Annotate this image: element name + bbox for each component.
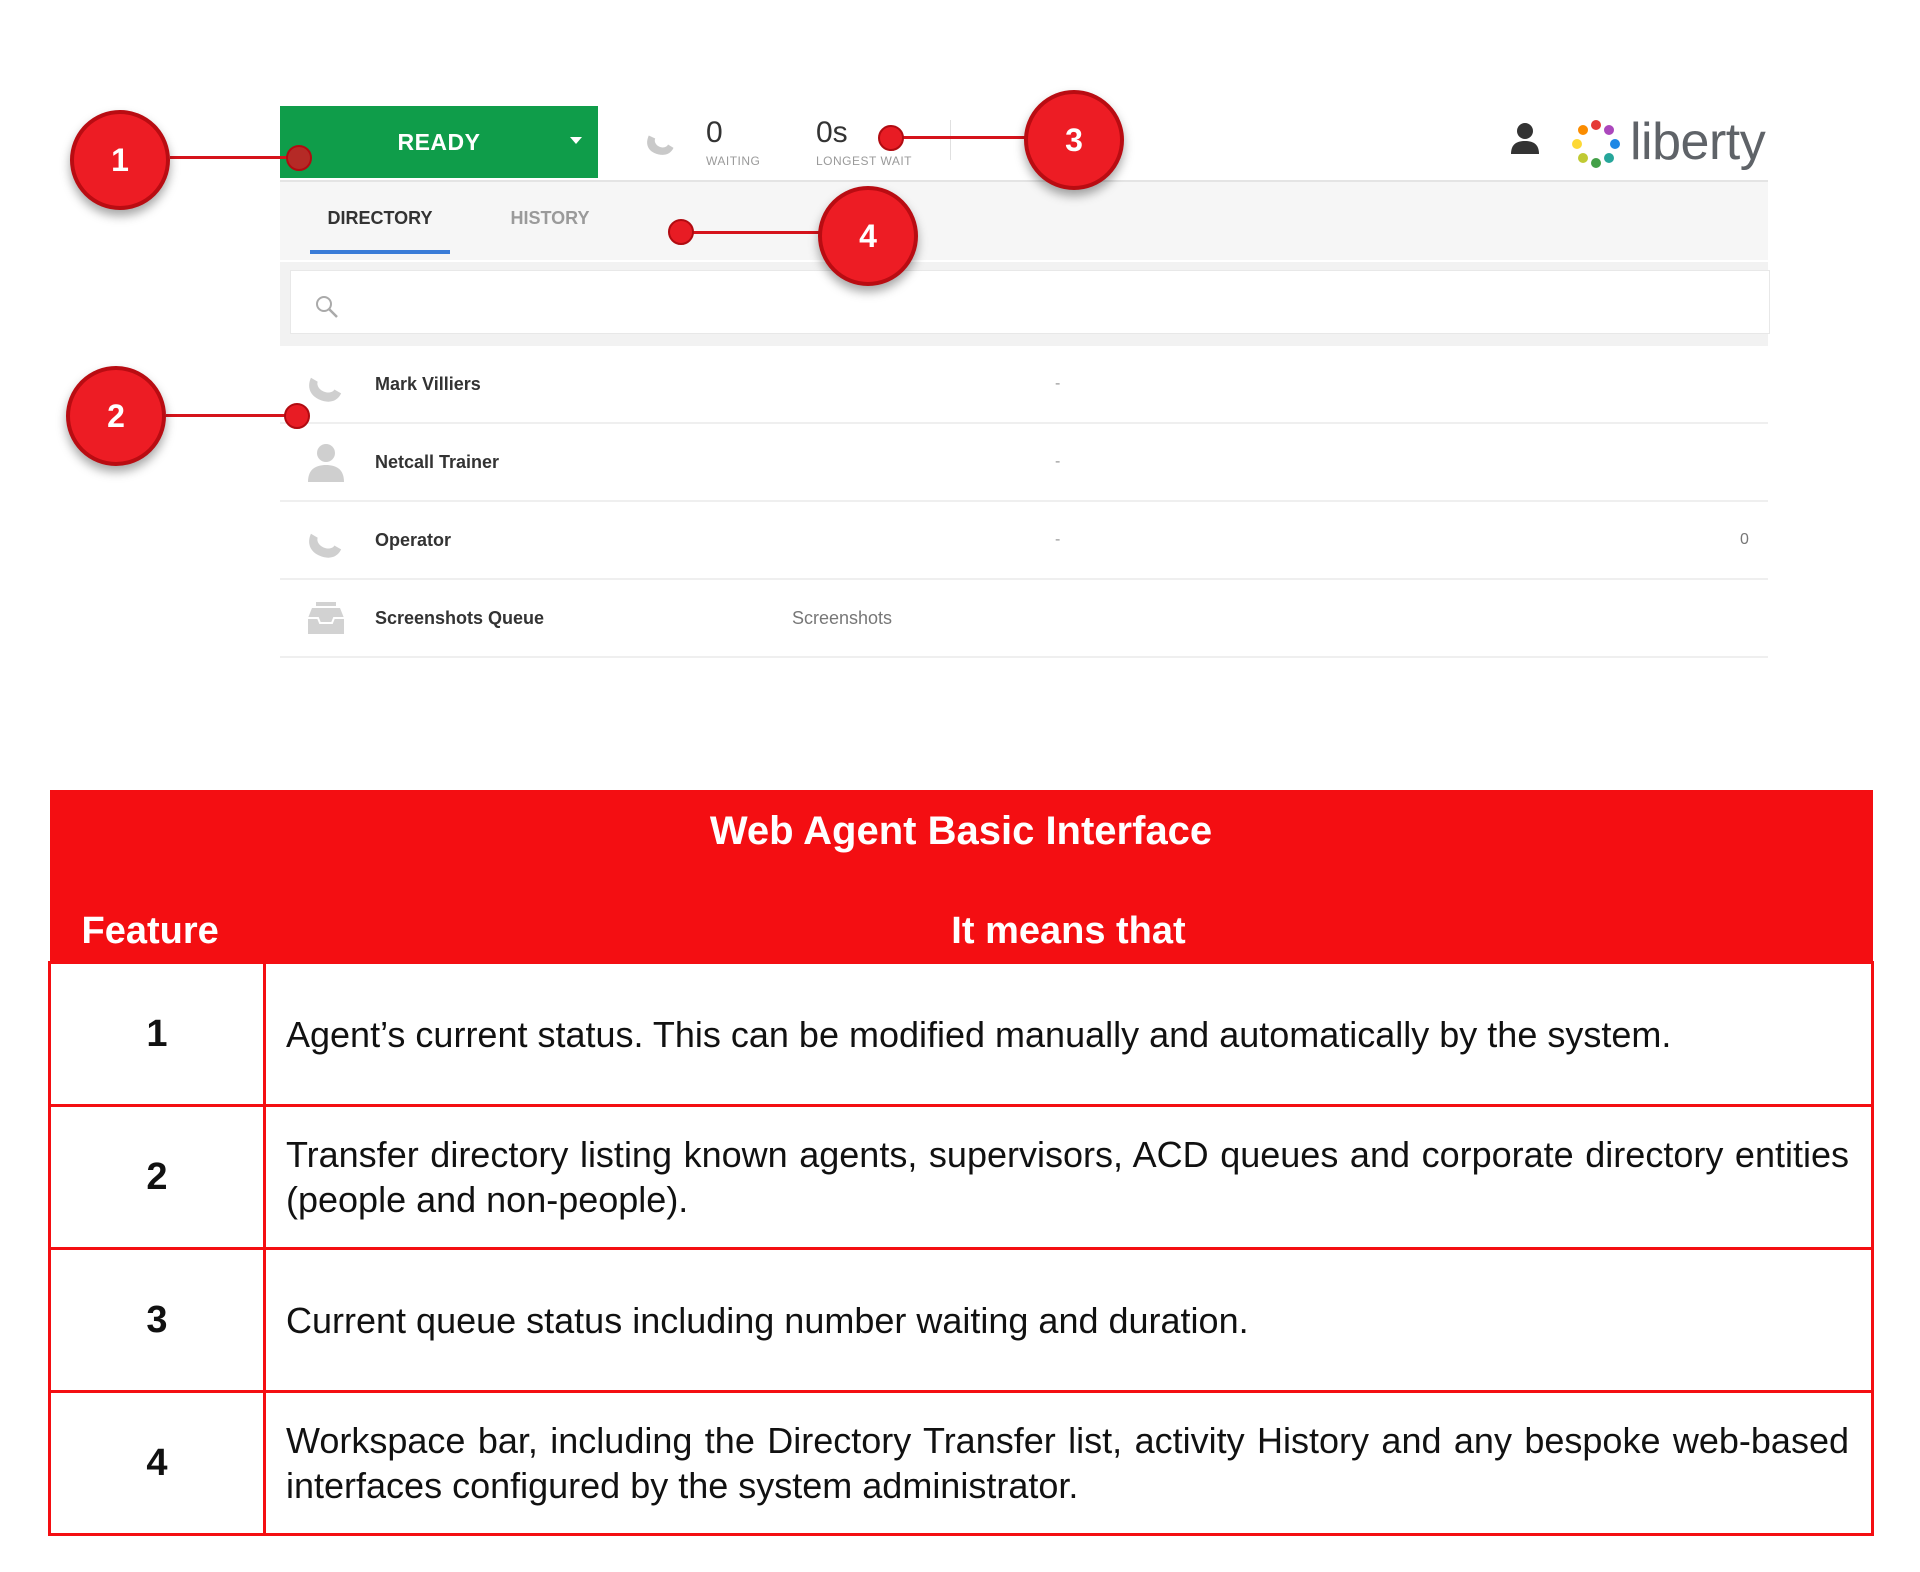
- active-tab-indicator: [310, 250, 450, 254]
- table-title: Web Agent Basic Interface: [50, 790, 1873, 872]
- inbox-icon: [304, 596, 348, 640]
- search-input[interactable]: [351, 283, 1755, 323]
- waiting-label: WAITING: [706, 154, 761, 168]
- feature-description: Current queue status including number waiting and duration.: [265, 1249, 1873, 1392]
- user-icon[interactable]: [1505, 118, 1545, 160]
- directory-entry-name: Netcall Trainer: [375, 451, 500, 472]
- search-box: [290, 270, 1770, 334]
- liberty-logo-icon: [1570, 118, 1622, 170]
- directory-entry-status: -: [1055, 453, 1061, 470]
- callout-2: 2: [66, 366, 166, 466]
- phone-icon: [642, 120, 678, 160]
- directory-row[interactable]: [280, 424, 1768, 502]
- tab-history[interactable]: HISTORY: [510, 207, 590, 228]
- directory-entry-name: Mark Villiers: [375, 373, 481, 394]
- stat-divider: [950, 120, 951, 160]
- callout-leader: [170, 156, 300, 159]
- chevron-down-icon[interactable]: [570, 137, 582, 144]
- callout-anchor: [286, 145, 312, 171]
- callout-leader: [890, 136, 1040, 139]
- longest-wait-value: 0s: [816, 116, 848, 149]
- callout-leader: [680, 231, 840, 234]
- agent-status-dropdown[interactable]: [280, 106, 598, 178]
- phone-icon: [304, 518, 348, 562]
- directory-entry-name: Operator: [375, 529, 452, 550]
- column-header-meaning: It means that: [265, 872, 1873, 963]
- feature-description: Transfer directory listing known agents, supervisors, ACD queues and corporate directory entities (people and non-people).: [265, 1106, 1873, 1249]
- directory-row[interactable]: [280, 502, 1768, 580]
- table-row: [50, 963, 1873, 1106]
- longest-wait-label: LONGEST WAIT: [816, 154, 913, 168]
- feature-number: 1: [50, 963, 265, 1106]
- callout-3: 3: [1024, 90, 1124, 190]
- callout-anchor: [668, 219, 694, 245]
- directory-entry-status: -: [1055, 531, 1061, 548]
- table-row: [50, 1392, 1873, 1535]
- search-icon: [313, 293, 341, 321]
- callout-leader: [166, 414, 296, 417]
- directory-row[interactable]: [280, 580, 1768, 658]
- phone-icon: [304, 362, 348, 406]
- table-row: [50, 1249, 1873, 1392]
- callout-anchor: [878, 125, 904, 151]
- callout-1: 1: [70, 110, 170, 210]
- directory-entry-name: Screenshots Queue: [375, 607, 545, 628]
- workspace-tab-bar: [280, 182, 1768, 260]
- column-header-feature: Feature: [50, 872, 265, 963]
- agent-status-label: READY: [397, 128, 481, 155]
- brand-name: liberty: [1630, 113, 1766, 171]
- feature-number: 2: [50, 1106, 265, 1249]
- feature-description: Workspace bar, including the Directory Transfer list, activity History and any bespoke web-based interfaces configured by the system administrator.: [265, 1392, 1873, 1535]
- callout-anchor: [284, 403, 310, 429]
- directory-row[interactable]: [280, 346, 1768, 424]
- table-row: [50, 1106, 1873, 1249]
- waiting-count: 0: [706, 116, 723, 149]
- feature-number: 4: [50, 1392, 265, 1535]
- directory-entry-count: 0: [1740, 531, 1749, 548]
- feature-number: 3: [50, 1249, 265, 1392]
- feature-legend-table: [48, 790, 1874, 1536]
- directory-entry-group: Screenshots: [792, 607, 893, 628]
- callout-4: 4: [818, 186, 918, 286]
- person-icon: [304, 440, 348, 484]
- search-bar: [280, 262, 1768, 346]
- directory-entry-status: -: [1055, 375, 1061, 392]
- tab-directory[interactable]: DIRECTORY: [327, 207, 433, 228]
- feature-description: Agent’s current status. This can be modified manually and automatically by the system.: [265, 963, 1873, 1106]
